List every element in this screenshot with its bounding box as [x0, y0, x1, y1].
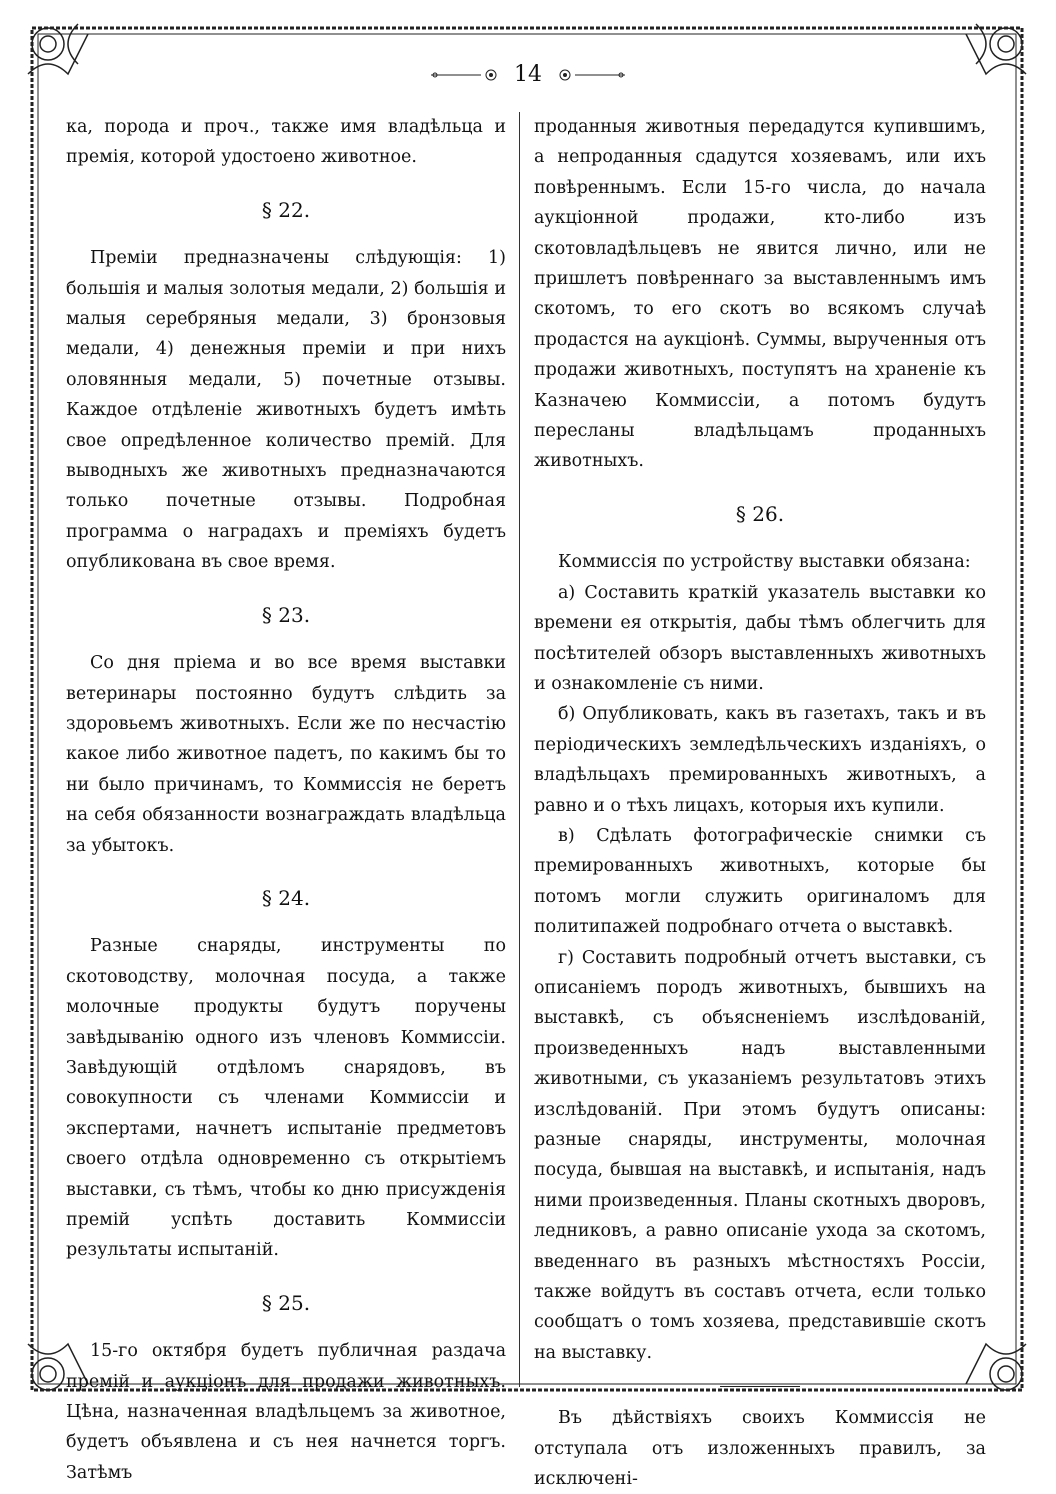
list-item: а) Составить краткій указатель выставки ко времени ея открытія, дабы тѣмъ облегчить для посѣтителей обзоръ выставленныхъ животныхъ и ознакомленіе съ ними.	[534, 582, 986, 694]
paragraph: Преміи предназначены слѣдующія: 1) большія и малыя золотыя медали, 2) большія и малыя серебряныя медали, 3) бронзовыя медали, 4) денежныя преміи и при нихъ оловянныя медали, 5) почетные отзывы. Каждое отдѣленіе животныхъ будетъ имѣть свое опредѣленное количество премій. Для выводныхъ же животныхъ предназначаются только почетные отзывы. Подробная программа о наградахъ и преміяхъ будетъ опубликована въ свое время.	[66, 248, 506, 573]
paragraph: Въ дѣйствіяхъ своихъ Коммиссія не отступала отъ изложенныхъ правилъ, за исключені-	[534, 1408, 986, 1490]
left-ornament-icon	[431, 67, 501, 86]
right-column	[534, 112, 986, 1494]
right-ornament-icon	[555, 67, 625, 86]
section-heading: § 23.	[261, 602, 311, 627]
list-item: б) Опубликовать, какъ въ газетахъ, такъ и въ періодическихъ земледѣльческихъ изданіяхъ, о владѣльцахъ премированныхъ животныхъ, а равно и о тѣхъ лицахъ, которыя ихъ купили.	[534, 704, 986, 816]
section-heading: § 24.	[261, 885, 311, 910]
paragraph: Со дня пріема и во все время выставки ветеринары постоянно будутъ слѣдить за здоровьемъ животныхъ. Если же по несчастію какое либо животное падетъ, по какимъ бы то ни было причинамъ, то Коммиссія не беретъ на себя обязанности вознаграждать владѣльца за убытокъ.	[66, 653, 506, 856]
section-heading: § 22.	[261, 197, 311, 222]
list-item: в) Сдѣлать фотографическіе снимки съ премированныхъ животныхъ, которые бы потомъ могли служить оригиналомъ для политипажей подробнаго отчета о выставкѣ.	[534, 825, 986, 938]
separator-rule	[720, 1386, 800, 1387]
paragraph: Разные снаряды, инструменты по скотоводству, молочная посуда, а также молочные продукты будутъ поручены завѣдыванію одного изъ членовъ Коммиссіи. Завѣдующій отдѣломъ снарядовъ, въ совокупности съ членами Коммиссіи и экспертами, начнетъ испытаніе предметовъ своего отдѣла одновременно съ открытіемъ выставки, съ тѣмъ, чтобы ко дню присужденія премій успѣть доставить Коммиссіи результаты испытаній.	[66, 936, 506, 1261]
page-header	[0, 62, 1056, 87]
section-heading: § 26.	[735, 501, 785, 526]
left-column	[66, 112, 506, 1488]
section-heading: § 25.	[261, 1290, 311, 1315]
list-item: г) Составить подробный отчетъ выставки, съ описаніемъ породъ животныхъ, бывшихъ на выставкѣ, съ объясненіемъ изслѣдованій, произведенныхъ надъ выставленными животными, съ указаніемъ результатовъ этихъ изслѣдованій. При этомъ будутъ описаны: разные снаряды, инструменты, молочная посуда, бывшая на выставкѣ, и испытанія, надъ ними произведенныя. Планы скотныхъ дворовъ, ледниковъ, а равно описаніе ухода за скотомъ, введеннаго въ разныхъ мѣстностяхъ Россіи, также войдутъ въ составъ отчета, если только сообщатъ о томъ хозяева, представившіе скотъ на выставку.	[534, 947, 986, 1363]
page-number: 14	[514, 62, 542, 87]
paragraph: Коммиссія по устройству выставки обязана:	[558, 552, 971, 573]
paragraph: проданныя животныя передадутся купившимъ, а непроданныя сдадутся хозяевамъ, или ихъ повѣреннымъ. Если 15-го числа, до начала аукціонной продажи, кто-либо изъ скотовладѣльцевъ не явится лично, или не пришлетъ повѣреннаго за выставленнымъ имъ скотомъ, то его скотъ во всякомъ случаѣ продастся на аукціонѣ. Суммы, вырученныя отъ продажи животныхъ, поступятъ на храненіе къ Казначею Коммиссіи, а потомъ будутъ пересланы владѣльцамъ проданныхъ животныхъ.	[534, 117, 986, 472]
paragraph: 15-го октября будетъ публичная раздача премій и аукціонъ для продажи животныхъ. Цѣна, назначенная владѣльцемъ за животное, будетъ объявлена и съ нея начнется торгъ. Затѣмъ	[66, 1341, 506, 1483]
paragraph: ка, порода и проч., также имя владѣльца и премія, которой удостоено животное.	[66, 117, 506, 168]
column-divider	[519, 112, 520, 1387]
